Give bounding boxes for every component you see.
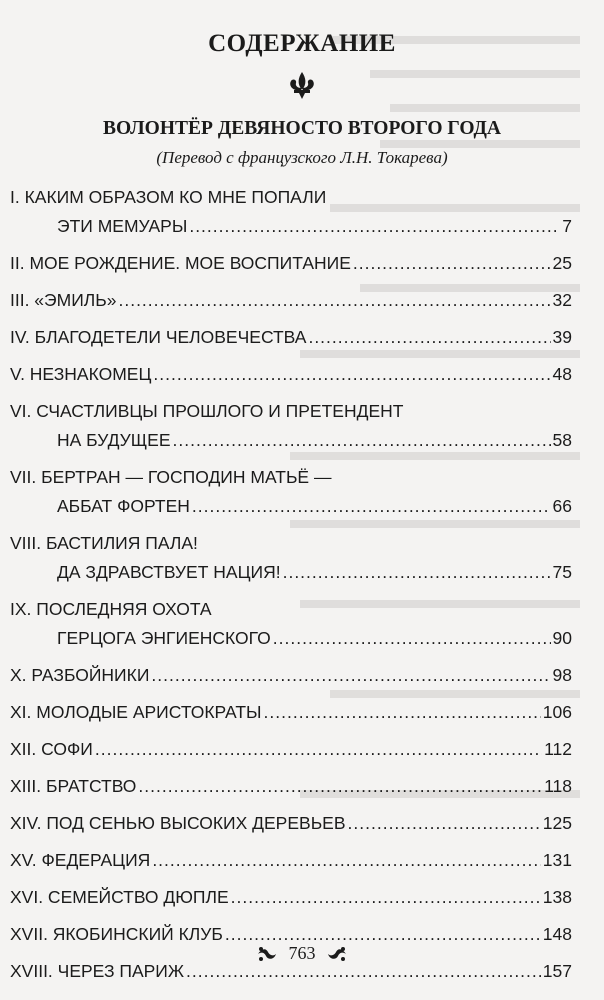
dot-leader <box>192 492 551 521</box>
toc-entry-title: XV. ФЕДЕРАЦИЯ <box>10 850 151 870</box>
toc-entry <box>10 183 572 241</box>
toc-page-number: 66 <box>552 496 572 516</box>
toc-entry-title-continued: АББАТ ФОРТЕН <box>57 496 190 516</box>
toc-entry <box>10 595 572 653</box>
toc-entry-title: III. «ЭМИЛЬ» <box>10 290 117 310</box>
toc-entry-title: VI. СЧАСТЛИВЦЫ ПРОШЛОГО И ПРЕТЕНДЕНТ <box>10 401 404 421</box>
toc-entry-title: I. КАКИМ ОБРАЗОМ КО МНЕ ПОПАЛИ <box>10 187 327 207</box>
toc-page-number: 58 <box>552 430 572 450</box>
toc-page-number: 75 <box>552 562 572 582</box>
toc-entry <box>10 883 572 912</box>
toc-page-number: 48 <box>552 364 572 384</box>
toc-page-number: 131 <box>542 850 572 870</box>
toc-entry-title: VII. БЕРТРАН — ГОСПОДИН МАТЬЁ — <box>10 467 332 487</box>
toc-entry-title-continued: ЭТИ МЕМУАРЫ <box>57 216 188 236</box>
toc-entry-title: XII. СОФИ <box>10 739 93 759</box>
translator-credit: (Перевод с французского Л.Н. Токарева) <box>156 148 448 167</box>
toc-page-number: 138 <box>542 887 572 907</box>
toc-entry-title: XVIII. ЧЕРЕЗ ПАРИЖ <box>10 961 185 981</box>
toc-page-number: 148 <box>542 924 572 944</box>
dot-leader <box>152 846 540 875</box>
toc-entry <box>10 529 572 587</box>
toc-page-number: 25 <box>552 253 572 273</box>
toc-entry <box>10 360 572 389</box>
toc-entry <box>10 661 572 690</box>
dot-leader <box>173 426 551 455</box>
dot-leader <box>151 661 550 690</box>
dot-leader <box>348 809 541 838</box>
toc-entry-title: V. НЕЗНАКОМЕЦ <box>10 364 152 384</box>
toc-entry-title: XI. МОЛОДЫЕ АРИСТОКРАТЫ <box>10 702 262 722</box>
toc-page-number: 157 <box>542 961 572 981</box>
toc-page-number: 90 <box>552 628 572 648</box>
toc-entry <box>10 463 572 521</box>
page-footer <box>0 942 604 964</box>
toc-entry-title-continued: ДА ЗДРАВСТВУЕТ НАЦИЯ! <box>57 562 281 582</box>
toc-entry-title: IX. ПОСЛЕДНЯЯ ОХОТА <box>10 599 212 619</box>
toc-page-number: 125 <box>542 813 572 833</box>
toc-entry-title: IV. БЛАГОДЕТЕЛИ ЧЕЛОВЕЧЕСТВА <box>10 327 307 347</box>
toc-entry <box>10 735 572 764</box>
dot-leader <box>153 360 550 389</box>
toc-entry <box>10 772 572 801</box>
toc-page-number: 98 <box>552 665 572 685</box>
toc-page-number: 7 <box>562 216 572 236</box>
dot-leader <box>95 735 542 764</box>
table-of-contents <box>10 183 572 986</box>
toc-entry-title-continued: НА БУДУЩЕЕ <box>57 430 171 450</box>
toc-entry-title: X. РАЗБОЙНИКИ <box>10 665 150 685</box>
dot-leader <box>308 323 550 352</box>
toc-page-number: 32 <box>552 290 572 310</box>
page-number: 763 <box>288 943 316 964</box>
toc-entry <box>10 249 572 278</box>
toc-entry <box>10 286 572 315</box>
toc-page-number: 39 <box>552 327 572 347</box>
toc-entry <box>10 698 572 727</box>
dot-leader <box>353 249 551 278</box>
toc-page-number: 112 <box>544 739 572 759</box>
toc-entry <box>10 323 572 352</box>
dot-leader <box>138 772 542 801</box>
toc-entry-title-continued: ГЕРЦОГА ЭНГИЕНСКОГО <box>57 628 271 648</box>
toc-entry-title: II. МОЕ РОЖДЕНИЕ. МОЕ ВОСПИТАНИЕ <box>10 253 351 273</box>
dot-leader <box>189 212 560 241</box>
toc-entry-title: VIII. БАСТИЛИЯ ПАЛА! <box>10 533 198 553</box>
toc-entry <box>10 397 572 455</box>
contents-heading: СОДЕРЖАНИЕ <box>208 30 396 57</box>
fleur-de-lis-ornament-icon <box>280 70 324 100</box>
toc-page-number: 118 <box>544 776 572 796</box>
toc-entry <box>10 846 572 875</box>
toc-entry-title: XIV. ПОД СЕНЬЮ ВЫСОКИХ ДЕРЕВЬЕВ <box>10 813 346 833</box>
toc-entry-title: XVII. ЯКОБИНСКИЙ КЛУБ <box>10 924 223 944</box>
book-title: ВОЛОНТЁР ДЕВЯНОСТО ВТОРОГО ГОДА <box>102 118 502 139</box>
toc-entry-title: XVI. СЕМЕЙСТВО ДЮПЛЕ <box>10 887 229 907</box>
left-fleuron-icon <box>256 944 278 964</box>
toc-entry-title: XIII. БРАТСТВО <box>10 776 137 796</box>
dot-leader <box>283 558 551 587</box>
right-fleuron-icon <box>326 944 348 964</box>
toc-page-number: 106 <box>542 702 572 722</box>
dot-leader <box>231 883 541 912</box>
dot-leader <box>273 624 551 653</box>
dot-leader <box>264 698 541 727</box>
dot-leader <box>118 286 550 315</box>
toc-entry <box>10 809 572 838</box>
